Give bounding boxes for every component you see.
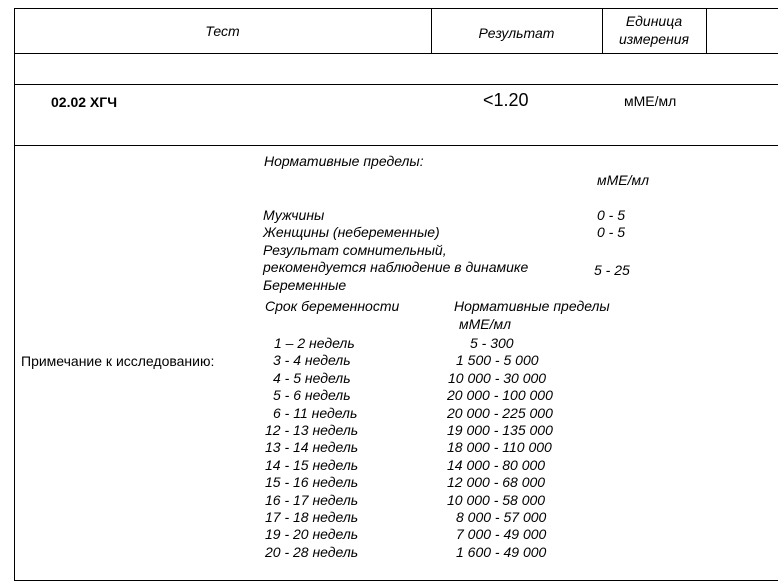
table-cell-range: 7 000 - 49 000: [456, 526, 547, 543]
bottom-border: [14, 580, 778, 581]
table-cell-term: 15 - 16 недель: [265, 474, 359, 491]
term-column-header: Срок беременности: [265, 298, 400, 314]
list-item: рекомендуется наблюдение в динамике: [263, 259, 529, 276]
table-cell-range: 10 000 - 58 000: [447, 491, 546, 508]
range-doubtful: 5 - 25: [594, 262, 630, 278]
result-value: <1.20: [483, 90, 529, 110]
table-cell-term: 5 - 6 недель: [273, 387, 351, 404]
table-cell-range: 5 - 300: [470, 335, 514, 351]
header-result: Результат: [478, 25, 555, 41]
header-unit-line1: Единица: [625, 13, 683, 29]
table-cell-term: 16 - 17 недель: [265, 491, 359, 508]
range-column: [447, 335, 587, 561]
header-test: Тест: [205, 23, 240, 39]
general-ranges: [263, 207, 528, 294]
test-name: 02.02 ХГЧ: [51, 94, 118, 110]
norm-heading: Нормативные пределы:: [264, 153, 424, 169]
table-cell-range: 10 000 - 30 000: [448, 369, 547, 386]
table-cell-term: 13 - 14 недель: [265, 439, 359, 456]
table-cell-term: 4 - 5 недель: [273, 369, 351, 386]
note-label: Примечание к исследованию:: [21, 353, 215, 369]
range-women: 0 - 5: [597, 224, 626, 240]
table-cell-term: 19 - 20 недель: [265, 526, 359, 543]
table-cell-range: 20 000 - 100 000: [447, 387, 553, 404]
table-cell-range: 12 000 - 68 000: [447, 474, 546, 491]
list-item: Мужчины: [263, 207, 325, 223]
table-cell-term: 20 - 28 недель: [265, 543, 359, 560]
result-row-bottom-border: [14, 145, 778, 146]
table-cell-range: 19 000 - 135 000: [447, 421, 553, 438]
table-cell-range: 1 600 - 49 000: [456, 543, 547, 560]
list-item: Женщины (небеременные): [263, 224, 440, 241]
range-men: 0 - 5: [597, 207, 626, 223]
header-bottom-border: [14, 53, 778, 54]
spacer-bottom-border: [14, 84, 778, 85]
top-border: [14, 8, 778, 9]
table-cell-range: 14 000 - 80 000: [447, 456, 546, 473]
table-cell-range: 8 000 - 57 000: [456, 508, 547, 525]
table-cell-term: 17 - 18 недель: [265, 508, 359, 525]
table-cell-term: 12 - 13 недель: [265, 421, 359, 438]
range-column-unit: мМЕ/мл: [459, 316, 511, 332]
range-column-header: Нормативные пределы: [454, 298, 610, 314]
term-column: [265, 335, 435, 561]
left-border: [14, 8, 15, 581]
header-divider-3: [706, 8, 707, 54]
norm-unit-heading: мМЕ/мл: [597, 172, 649, 188]
table-cell-range: 18 000 - 110 000: [447, 439, 552, 456]
table-cell-term: 1 – 2 недель: [274, 335, 355, 351]
table-cell-range: 20 000 - 225 000: [447, 404, 553, 421]
list-item: Беременные: [263, 276, 347, 293]
table-cell-range: 1 500 - 5 000: [456, 352, 539, 369]
list-item: Результат сомнительный,: [263, 241, 447, 258]
table-cell-term: 6 - 11 недель: [273, 404, 358, 421]
table-cell-term: 14 - 15 недель: [265, 456, 359, 473]
table-cell-term: 3 - 4 недель: [273, 352, 351, 369]
header-unit-line2: измерения: [618, 31, 690, 47]
result-unit: мМЕ/мл: [624, 93, 677, 109]
